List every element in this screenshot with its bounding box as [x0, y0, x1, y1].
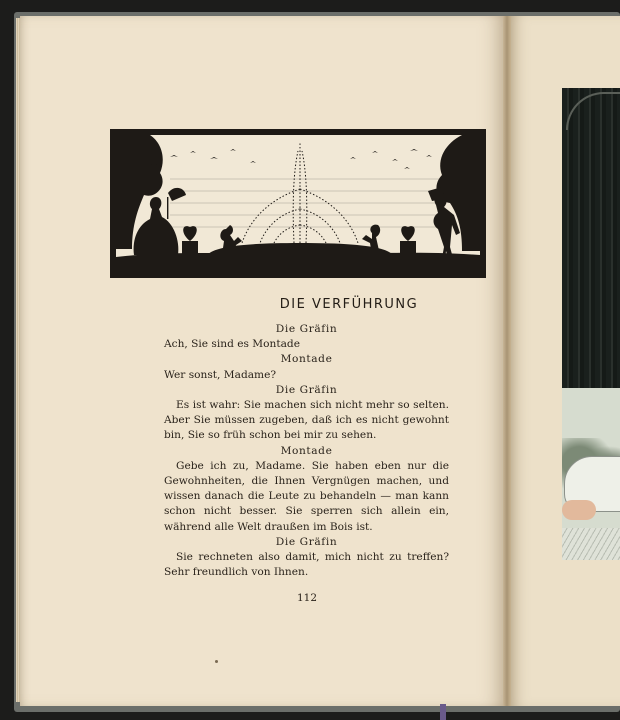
silhouette-vignette	[110, 129, 486, 278]
bookmark-ribbon	[440, 704, 446, 720]
dialogue-line: Ach, Sie sind es Montade	[164, 338, 300, 351]
silhouette-vignette-svg	[110, 129, 486, 278]
arm-illustration	[562, 500, 596, 520]
paper-speck	[215, 660, 218, 663]
speaker-label: Montade	[280, 444, 333, 457]
dialogue-line: Wer sonst, Madame?	[164, 368, 277, 381]
page-number-text: 112	[296, 592, 318, 604]
speaker-label: Die Gräfin	[275, 323, 338, 335]
dialogue-line: Es ist wahr: Sie machen sich nicht mehr so selten. Aber Sie müssen zugeben, daß ich es nicht gewohnt bin, Sie so früh schon bei mir zu sehen.	[164, 399, 449, 442]
illustration-plate	[562, 88, 620, 560]
page-number	[0, 592, 620, 604]
linen-illustration	[562, 528, 620, 560]
speaker-label: Die Gräfin	[275, 535, 338, 548]
dialogue-line: Gebe ich zu, Madame. Sie haben eben nur die Gewohnheiten, die Ihnen Vergnügen machen, und wissen danach die Leute zu behandeln — man kann schon nicht besser. Sie sperren sich allein ein, während alle Welt draußen im Bois ist.	[164, 459, 449, 533]
chapter-title	[0, 297, 620, 312]
dialogue-line: Sie rechneten also damit, mich nicht zu treffen? Sehr freundlich von Ihnen.	[164, 551, 449, 579]
speaker-label: Die Gräfin	[275, 383, 338, 396]
curtain-illustration	[562, 88, 620, 388]
dialogue-text	[164, 322, 449, 580]
chapter-title-text: DIE VERFÜHRUNG	[279, 297, 419, 312]
speaker-label: Montade	[280, 353, 333, 366]
